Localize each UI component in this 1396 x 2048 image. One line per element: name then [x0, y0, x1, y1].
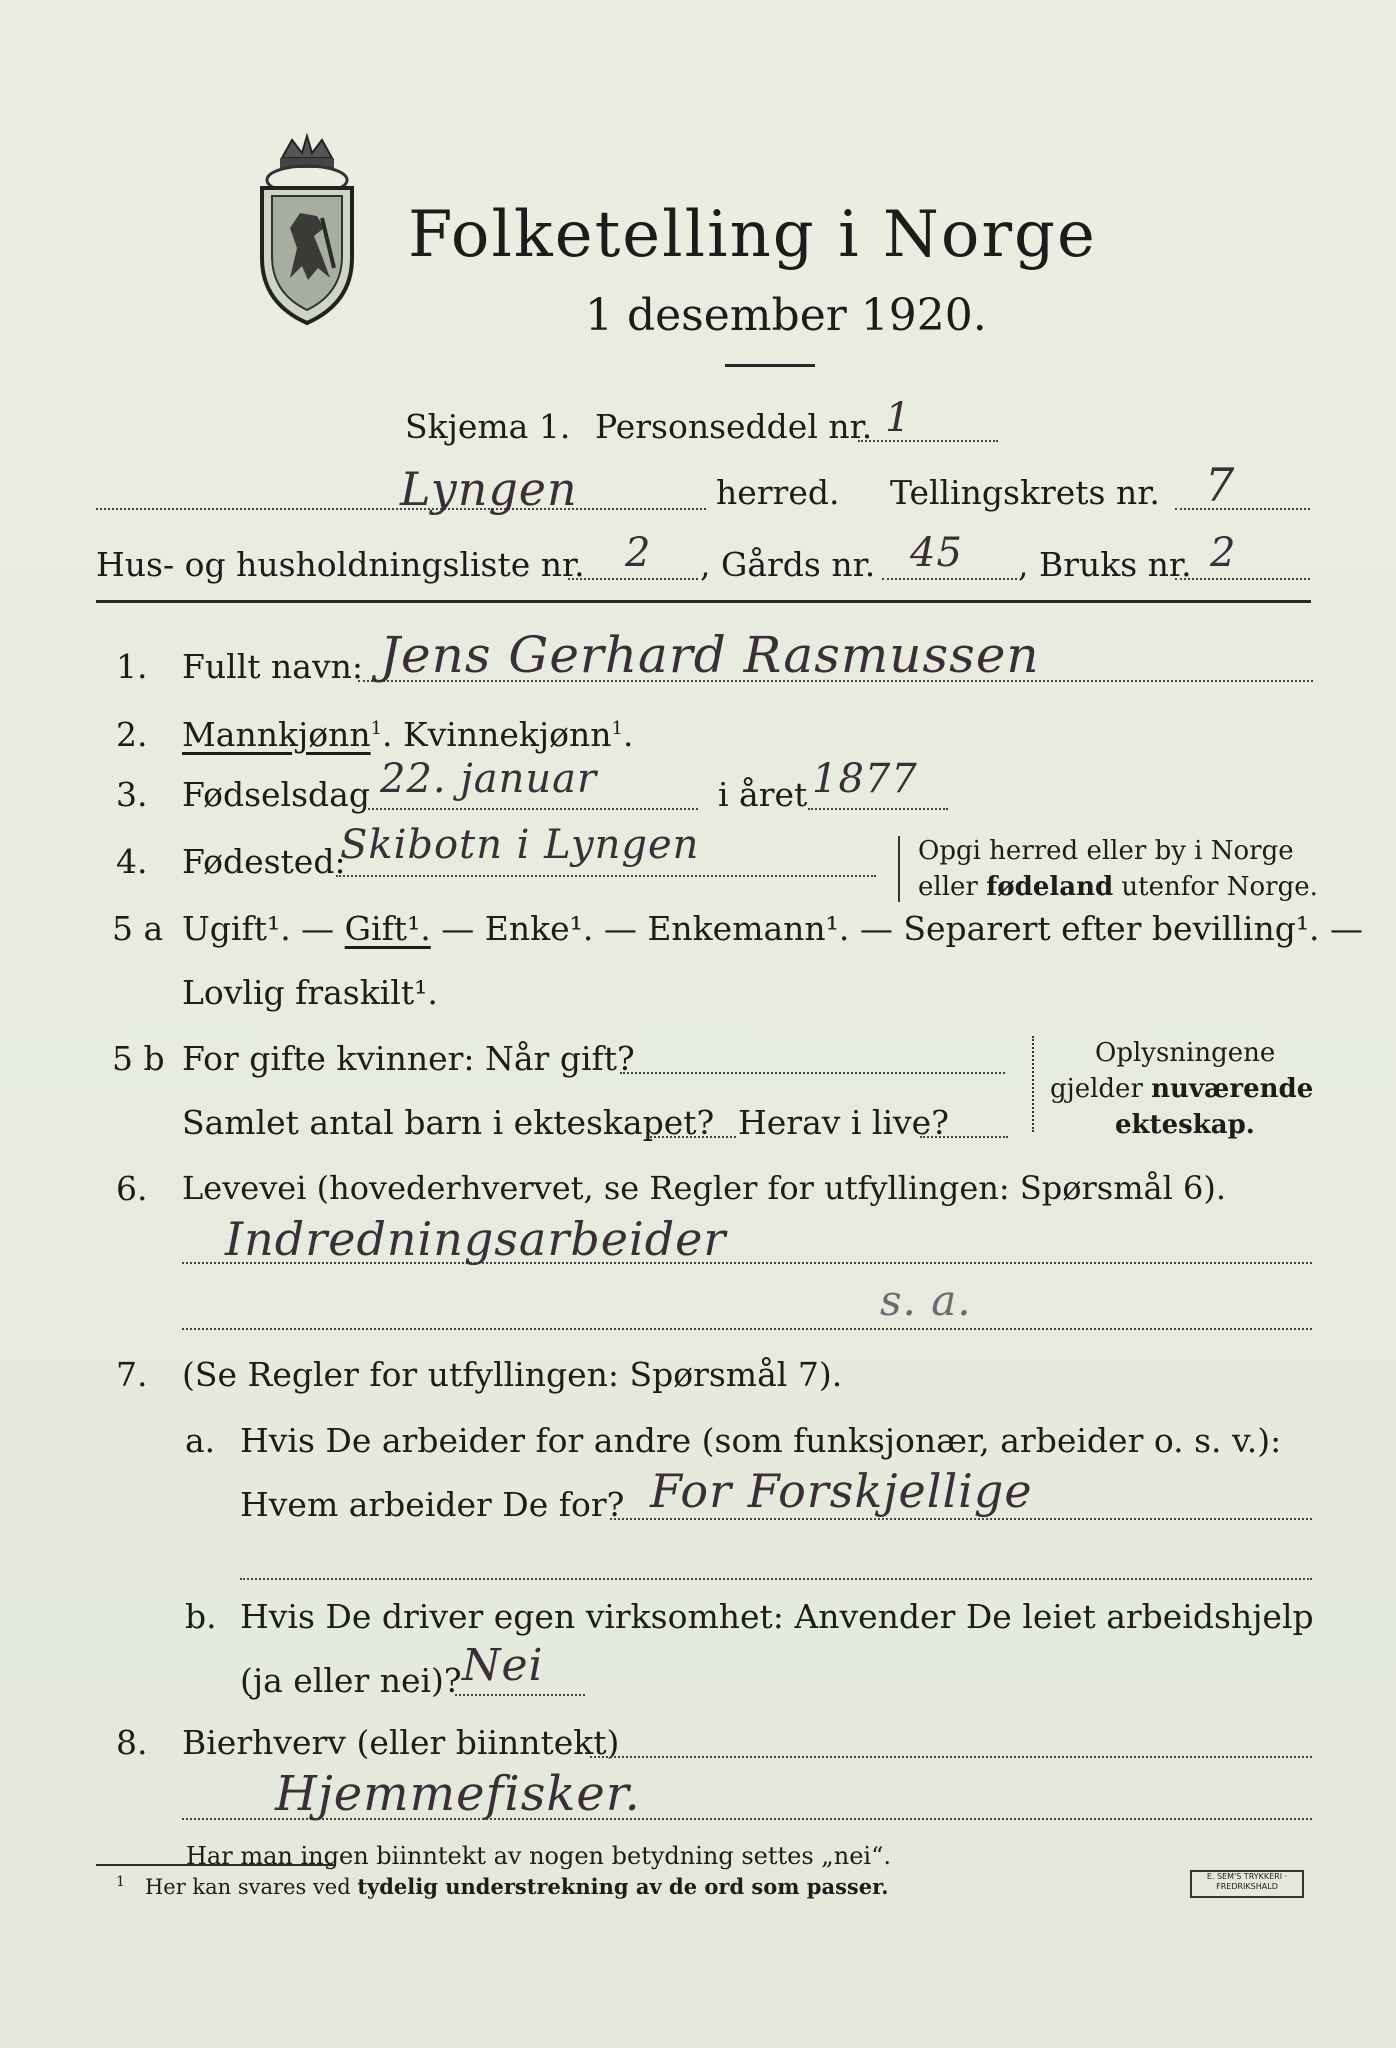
- q7b-line: [455, 1694, 585, 1696]
- q8-note: Har man ingen biinntekt av nogen betydning settes „nei“.: [186, 1842, 891, 1870]
- q3-year-label: i året: [718, 775, 808, 814]
- personseddel-label: Personseddel nr.: [595, 407, 873, 446]
- q7-label: (Se Regler for utfyllingen: Spørsmål 7).: [182, 1355, 843, 1394]
- q5b-note-nuvaerende: nuværende: [1151, 1074, 1314, 1104]
- footnote-text-b: tydelig understrekning av de ord som passer.: [357, 1874, 889, 1899]
- q1-label: Fullt navn:: [182, 647, 363, 686]
- gards-value[interactable]: 45: [910, 530, 963, 576]
- bruks-value[interactable]: 2: [1210, 530, 1237, 576]
- q5a-marital-options: [182, 909, 1364, 948]
- q2-footnote-ref-2: 1: [611, 718, 623, 739]
- footnote-marker: 1: [116, 1874, 125, 1890]
- q7a-number: a.: [185, 1421, 216, 1460]
- q2-male-option[interactable]: Mannkjønn: [182, 715, 371, 754]
- q1-number: 1.: [116, 647, 148, 686]
- q7b-answer-value[interactable]: Nei: [462, 1640, 544, 1691]
- herred-value[interactable]: Lyngen: [400, 462, 578, 516]
- q8-number: 8.: [116, 1723, 148, 1762]
- q3-label: Fødselsdag: [182, 775, 370, 814]
- q2-footnote-ref-1: 1: [370, 718, 383, 739]
- gards-line: [882, 578, 1017, 580]
- q5a-number: 5 a: [112, 909, 164, 948]
- printer-mark: E. SEM'S TRYKKERI · FREDRIKSHALD: [1190, 1870, 1304, 1898]
- q5a-fraskilt-option[interactable]: Lovlig fraskilt¹.: [182, 973, 438, 1012]
- q6-label: Levevei (hovederhvervet, se Regler for utfyllingen: Spørsmål 6).: [182, 1169, 1227, 1207]
- q5b-children-line: [646, 1136, 736, 1138]
- q2-female-option[interactable]: Kvinnekjønn: [403, 715, 612, 754]
- q5b-married-line: [620, 1072, 1005, 1074]
- q4-birthplace-value[interactable]: Skibotn i Lyngen: [340, 822, 700, 868]
- q1-full-name-value[interactable]: Jens Gerhard Rasmussen: [380, 626, 1040, 684]
- q4-note-line1: Opgi herred eller by i Norge: [918, 836, 1294, 866]
- q2-number: 2.: [116, 715, 148, 754]
- q7b-text: Hvis De driver egen virksomhet: Anvender De leiet arbeidshjelp: [240, 1597, 1314, 1636]
- q5b-married-label: For gifte kvinner: Når gift?: [182, 1039, 635, 1078]
- q3-date-line: [368, 808, 698, 810]
- q5b-alive-line: [920, 1136, 1008, 1138]
- q3-year-line: [808, 808, 948, 810]
- q5a-gift-option[interactable]: Gift¹.: [344, 909, 431, 948]
- footnote-text-a: Her kan svares ved: [144, 1875, 358, 1899]
- q7-number: 7.: [116, 1355, 148, 1394]
- q5a-ugift-option[interactable]: Ugift¹. —: [182, 909, 345, 948]
- q8-line1: [590, 1756, 1312, 1758]
- norwegian-coat-of-arms-icon: [242, 128, 372, 328]
- q4-line: [336, 875, 876, 877]
- tellingskrets-label: Tellingskrets nr.: [890, 473, 1160, 512]
- q7a-line2: [240, 1578, 1312, 1580]
- q7a-label: Hvem arbeider De for?: [240, 1485, 625, 1524]
- q4-note-fodeland: fødeland: [986, 872, 1114, 902]
- q8-side-income-value[interactable]: Hjemmefisker.: [275, 1766, 641, 1822]
- hus-line: [568, 578, 698, 580]
- q4-note-utenfor: utenfor Norge.: [1113, 872, 1318, 902]
- q7a-employer-value[interactable]: For Forskjellige: [650, 1464, 1033, 1518]
- tellingskrets-value[interactable]: 7: [1205, 458, 1236, 512]
- q4-number: 4.: [116, 842, 148, 881]
- q5b-note-line1: Oplysningene: [1095, 1038, 1276, 1068]
- footnote-divider: [96, 1864, 336, 1866]
- q5b-children-label: Samlet antal barn i ekteskapet?: [182, 1103, 715, 1142]
- q5b-alive-label: Herav i live?: [738, 1103, 949, 1142]
- personseddel-value[interactable]: 1: [885, 395, 912, 441]
- q5b-note-gjelder: gjelder: [1050, 1074, 1152, 1104]
- header-divider: [96, 600, 1311, 603]
- hus-label: Hus- og husholdningsliste nr.: [96, 545, 585, 584]
- q7b-number: b.: [185, 1597, 217, 1636]
- title-divider: [725, 364, 815, 367]
- q2-end: .: [622, 715, 634, 754]
- q5b-note-line2: [1050, 1074, 1313, 1104]
- q5b-number: 5 b: [112, 1039, 165, 1078]
- footnote: [116, 1874, 889, 1899]
- q3-number: 3.: [116, 775, 148, 814]
- q5a-other-options[interactable]: — Enke¹. — Enkemann¹. — Separert efter bevilling¹. —: [430, 909, 1364, 948]
- gards-label: , Gårds nr.: [700, 545, 876, 584]
- q6-occupation-value[interactable]: Indredningsarbeider: [225, 1212, 727, 1266]
- bruks-label: , Bruks nr.: [1018, 545, 1192, 584]
- q3-year-value[interactable]: 1877: [812, 756, 918, 802]
- q7b-label: (ja eller nei)?: [240, 1661, 462, 1700]
- q5b-note-brace: [1032, 1036, 1034, 1132]
- q4-note-line2: [918, 872, 1318, 902]
- herred-label: herred.: [716, 473, 840, 512]
- q4-note-brace: [898, 836, 900, 902]
- form-title: Folketelling i Norge: [408, 198, 1097, 272]
- q2-sex-options: [182, 715, 634, 754]
- tellingskrets-line: [1175, 508, 1310, 510]
- q4-label: Fødested:: [182, 842, 346, 881]
- q7a-line1: [610, 1518, 1312, 1520]
- personseddel-line: [858, 440, 998, 442]
- q3-birthdate-value[interactable]: 22. januar: [380, 756, 598, 802]
- q8-label: Bierhverv (eller biinntekt): [182, 1723, 620, 1762]
- q6-line2: [182, 1328, 1312, 1330]
- skjema-label: Skjema 1.: [405, 407, 571, 446]
- hus-value[interactable]: 2: [625, 530, 652, 576]
- q6-number: 6.: [116, 1169, 148, 1208]
- q4-note-eller: eller: [918, 872, 987, 902]
- q6-annotation-mark: s. a.: [880, 1276, 972, 1325]
- q5b-note-line3: ekteskap.: [1115, 1110, 1255, 1140]
- census-date: 1 desember 1920.: [585, 290, 987, 341]
- q7a-text: Hvis De arbeider for andre (som funksjonær, arbeider o. s. v.):: [240, 1421, 1282, 1460]
- q2-separator: .: [382, 715, 404, 754]
- bruks-line: [1175, 578, 1310, 580]
